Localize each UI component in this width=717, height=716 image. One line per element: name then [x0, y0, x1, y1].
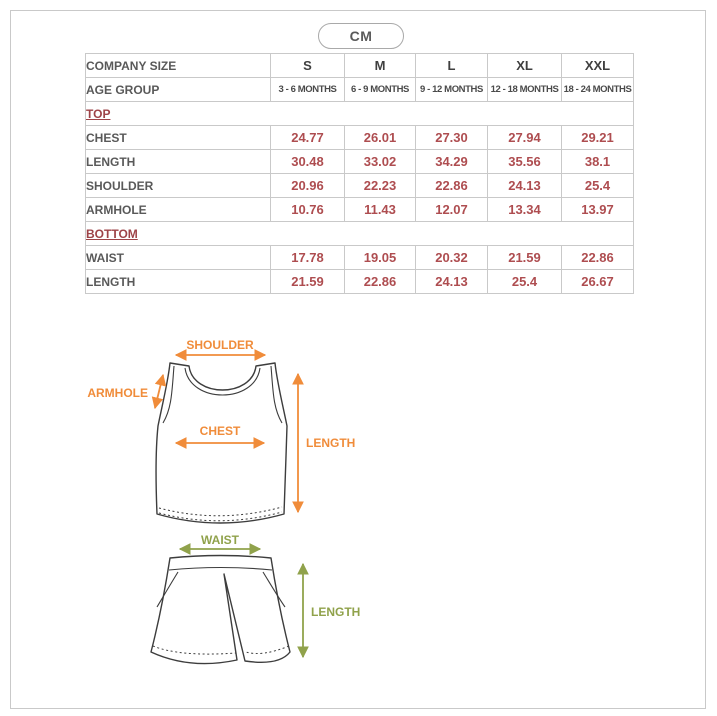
chest-label: CHEST: [199, 424, 241, 438]
age-cell: 3 - 6 MONTHS: [271, 78, 345, 102]
value-cell: 29.21: [562, 126, 634, 150]
age-group-label: AGE GROUP: [86, 78, 271, 102]
value-cell: 22.23: [345, 174, 416, 198]
table-row: [86, 246, 634, 270]
value-cell: 33.02: [345, 150, 416, 174]
value-cell: 24.77: [271, 126, 345, 150]
value-cell: 27.30: [416, 126, 488, 150]
value-cell: 19.05: [345, 246, 416, 270]
age-cell: 6 - 9 MONTHS: [345, 78, 416, 102]
bottom-length-label: LENGTH: [311, 605, 361, 619]
age-cell: 9 - 12 MONTHS: [416, 78, 488, 102]
age-cell: 12 - 18 MONTHS: [488, 78, 562, 102]
table-row: [86, 270, 634, 294]
table-row: [86, 198, 634, 222]
value-cell: 11.43: [345, 198, 416, 222]
value-cell: 34.29: [416, 150, 488, 174]
value-cell: 10.76: [271, 198, 345, 222]
shoulder-label: SHOULDER: [186, 338, 254, 352]
value-cell: 22.86: [345, 270, 416, 294]
age-group-row: [86, 78, 634, 102]
shorts-drawing: [151, 556, 290, 664]
garment-measurement-diagram: [85, 330, 375, 685]
table-row: [86, 174, 634, 198]
value-cell: 24.13: [416, 270, 488, 294]
row-label-chest: CHEST: [86, 126, 271, 150]
value-cell: 25.4: [488, 270, 562, 294]
value-cell: 22.86: [562, 246, 634, 270]
value-cell: 22.86: [416, 174, 488, 198]
value-cell: 35.56: [488, 150, 562, 174]
value-cell: 21.59: [488, 246, 562, 270]
section-row-bottom: [86, 222, 634, 246]
top-length-label: LENGTH: [306, 436, 356, 450]
waist-label: WAIST: [201, 533, 239, 547]
value-cell: 38.1: [562, 150, 634, 174]
size-col-l: L: [416, 54, 488, 78]
size-col-xl: XL: [488, 54, 562, 78]
value-cell: 26.67: [562, 270, 634, 294]
value-cell: 24.13: [488, 174, 562, 198]
armhole-label: ARMHOLE: [87, 386, 148, 400]
value-cell: 27.94: [488, 126, 562, 150]
row-label-waist: WAIST: [86, 246, 271, 270]
size-col-m: M: [345, 54, 416, 78]
row-label-shoulder: SHOULDER: [86, 174, 271, 198]
value-cell: 25.4: [562, 174, 634, 198]
header-row: [86, 54, 634, 78]
row-label-armhole: ARMHOLE: [86, 198, 271, 222]
value-cell: 21.59: [271, 270, 345, 294]
size-col-xxl: XXL: [562, 54, 634, 78]
value-cell: 12.07: [416, 198, 488, 222]
section-title-bottom: BOTTOM: [86, 222, 634, 246]
value-cell: 13.97: [562, 198, 634, 222]
section-row-top: [86, 102, 634, 126]
row-label-length-bottom: LENGTH: [86, 270, 271, 294]
table-row: [86, 126, 634, 150]
unit-toggle-cm[interactable]: CM: [318, 23, 404, 49]
size-chart-table: [85, 53, 634, 294]
header-company-size: COMPANY SIZE: [86, 54, 271, 78]
value-cell: 30.48: [271, 150, 345, 174]
row-label-length: LENGTH: [86, 150, 271, 174]
value-cell: 17.78: [271, 246, 345, 270]
value-cell: 20.96: [271, 174, 345, 198]
age-cell: 18 - 24 MONTHS: [562, 78, 634, 102]
size-col-s: S: [271, 54, 345, 78]
value-cell: 13.34: [488, 198, 562, 222]
section-title-top: TOP: [86, 102, 634, 126]
armhole-arrow: [155, 375, 163, 408]
value-cell: 20.32: [416, 246, 488, 270]
value-cell: 26.01: [345, 126, 416, 150]
table-row: [86, 150, 634, 174]
